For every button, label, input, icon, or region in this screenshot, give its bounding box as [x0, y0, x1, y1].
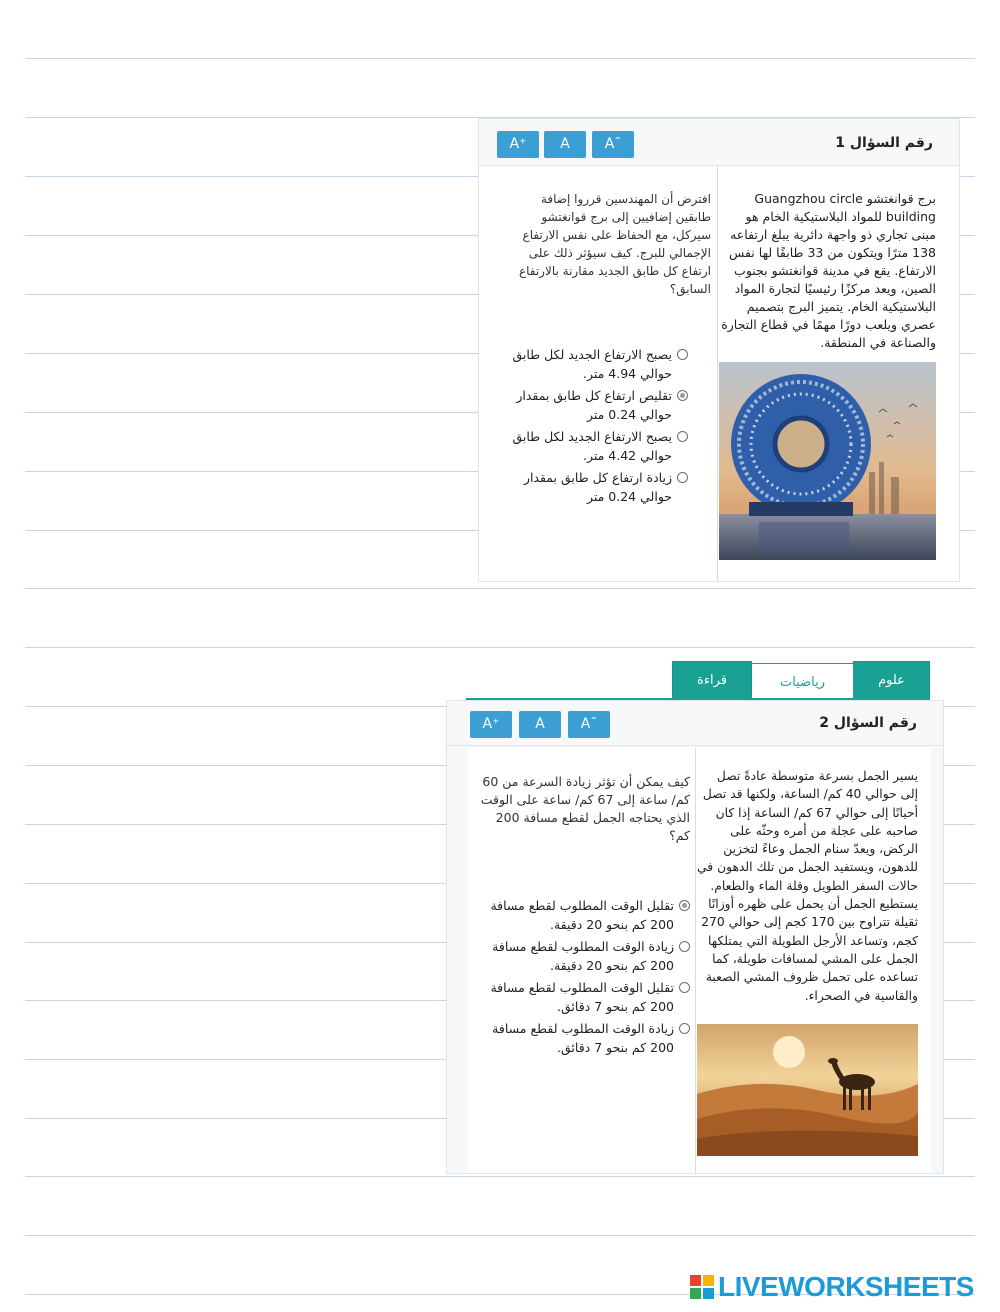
question-1-toolbar	[479, 123, 959, 166]
answer-option-label: زيادة الوقت المطلوب لقطع مسافة 200 كم بنحو 7 دقائق.	[492, 1021, 674, 1055]
radio-button-selected[interactable]	[679, 900, 690, 911]
tower-image	[719, 362, 936, 560]
font-normal-button[interactable]: A	[519, 711, 561, 738]
question-1-panel	[478, 118, 960, 582]
answer-option[interactable]	[507, 428, 688, 465]
question-1-prompt: افترض أن المهندسين قرروا إضافة طابقين إضافيين إلى برج قوانغتشو سيركل، مع الحفاظ على نفس الارتفاع الإجمالي للبرج. كيف سيؤثر ذلك على ارتفاع كل طابق الجديد مقارنة بالارتفاع السابق؟	[518, 192, 711, 296]
radio-button[interactable]	[677, 431, 688, 442]
rule-line	[25, 588, 975, 589]
question-2-number: رقم السؤال 2	[819, 715, 917, 731]
answer-option-label: زيادة الوقت المطلوب لقطع مسافة 200 كم بنحو 20 دقيقة.	[492, 939, 674, 973]
tab-reading[interactable]: قراءة	[672, 661, 752, 699]
radio-button[interactable]	[679, 1023, 690, 1034]
answer-option[interactable]	[507, 387, 688, 424]
font-decrease-button[interactable]: Aˉ	[592, 131, 634, 158]
liveworksheets-logo	[690, 1271, 974, 1303]
question-2-passage: يسير الجمل بسرعة متوسطة عادةً تصل إلى حوالي 40 كم/ الساعة، ولكنها قد تصل أحيانًا إلى حوالي 67 كم/ الساعة إذا كان صاحبه على عجلة من أمره وحثّه على الركض، ويعدّ سنام الجمل وعاءً لتخزين للدهون، ويستفيد الجمل من تلك الدهون في حالات السفر الطويل وقلة الماء والطعام. يستطيع الجمل أن يحمل على ظهره أوزانًا ثقيلة تتراوح بين 170 كجم إلى حوالي 270 كجم، وتساعد الأرجل الطويلة التي يمتلكها الجمل على المشي لمسافات طويلة، كما تساعده على تحمل ظروف المشي الصعبة والقاسية في الصحراء.	[697, 769, 918, 1003]
answer-option-label: تقليل الوقت المطلوب لقطع مسافة 200 كم بنحو 20 دقيقة.	[490, 898, 674, 932]
radio-button[interactable]	[679, 941, 690, 952]
column-divider	[695, 747, 696, 1173]
radio-button[interactable]	[677, 349, 688, 360]
subject-tabs	[672, 661, 930, 699]
font-normal-button[interactable]: A	[544, 131, 586, 158]
radio-button-selected[interactable]	[677, 390, 688, 401]
column-divider	[717, 166, 718, 581]
logo-grid-icon	[690, 1275, 714, 1299]
tab-science[interactable]: علوم	[853, 661, 930, 699]
answer-option[interactable]	[484, 938, 690, 975]
rule-line	[25, 1235, 975, 1236]
question-2-content	[468, 747, 931, 1173]
question-2-panel	[446, 700, 944, 1174]
question-1-number: رقم السؤال 1	[835, 135, 933, 151]
answer-option-label: يصبح الارتفاع الجديد لكل طابق حوالي 4.94 متر.	[512, 347, 672, 381]
answer-option-label: يصبح الارتفاع الجديد لكل طابق حوالي 4.42 متر.	[512, 429, 672, 463]
logo-text: LIVEWORKSHEETS	[718, 1271, 974, 1302]
question-1-content	[479, 166, 959, 581]
answer-option[interactable]	[484, 897, 690, 934]
question-1-passage: برج قوانغتشو Guangzhou circle building للمواد البلاستيكية الخام هو مبنى تجاري ذو واجهة دائرية يبلغ ارتفاعه 138 مترًا ويتكون من 33 طابقًا لها نفس الارتفاع. يقع في مدينة قوانغتشو بجنوب الصين، ويعد مركزًا رئيسيًا لتجارة المواد البلاستيكية الخام. يتميز البرج بتصميم عصري ويلعب دورًا مهمًا في قطاع التجارة والصناعة في المنطقة.	[721, 191, 936, 350]
question-2-options	[484, 897, 690, 1061]
answer-option[interactable]	[484, 979, 690, 1016]
tab-math[interactable]: رياضيات	[751, 663, 854, 701]
rule-line	[25, 58, 975, 59]
answer-option-label: تقليص ارتفاع كل طابق بمقدار حوالي 0.24 متر	[516, 388, 672, 422]
question-1-options	[507, 346, 688, 510]
radio-button[interactable]	[679, 982, 690, 993]
answer-option-label: زيادة ارتفاع كل طابق بمقدار حوالي 0.24 متر	[523, 470, 672, 504]
rule-line	[25, 647, 975, 648]
camel-desert-image	[697, 1024, 918, 1156]
font-increase-button[interactable]: A⁺	[497, 131, 539, 158]
question-2-toolbar	[447, 703, 943, 746]
answer-option-label: تقليل الوقت المطلوب لقطع مسافة 200 كم بنحو 7 دقائق.	[490, 980, 674, 1014]
answer-option[interactable]	[507, 469, 688, 506]
answer-option[interactable]	[484, 1020, 690, 1057]
font-increase-button[interactable]: A⁺	[470, 711, 512, 738]
radio-button[interactable]	[677, 472, 688, 483]
answer-option[interactable]	[507, 346, 688, 383]
font-decrease-button[interactable]: Aˉ	[568, 711, 610, 738]
question-2-prompt: كيف يمكن أن تؤثر زيادة السرعة من 60 كم/ ساعة إلى 67 كم/ ساعة على الوقت الذي يحتاجه الجمل لقطع مسافة 200 كم؟	[480, 774, 690, 843]
rule-line	[25, 1176, 975, 1177]
